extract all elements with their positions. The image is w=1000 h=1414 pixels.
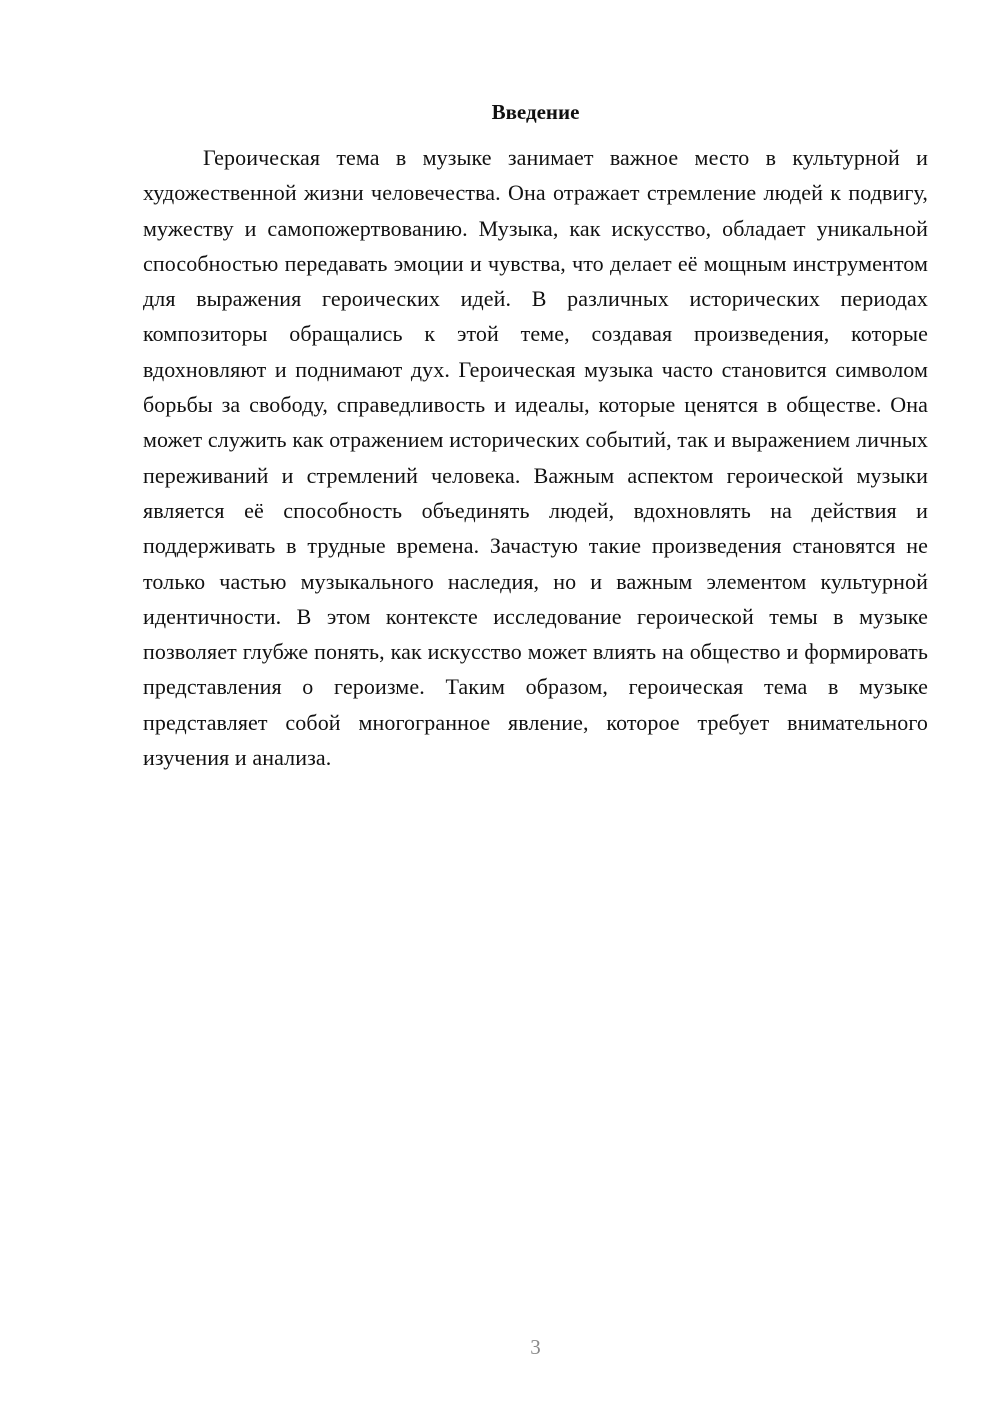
- section-heading: Введение: [491, 100, 580, 124]
- body-paragraph: Героическая тема в музыке занимает важное место в культурной и художественной жизни человечества. Она отражает стремление людей к подвигу, мужеству и самопожертвованию. Музыка, как искусство, обладает уникальной способностью передавать эмоции и чувства, что делает её мощным инструментом для выражения героических идей. В различных исторических периодах композиторы обращались к этой теме, создавая произведения, которые вдохновляют и поднимают дух. Героическая музыка часто становится символом борьбы за свободу, справедливость и идеалы, которые ценятся в обществе. Она может служить как отражением исторических событий, так и выражением личных переживаний и стремлений человека. Важным аспектом героической музыки является её способность объединять людей, вдохновлять на действия и поддерживать в трудные времена. Зачастую такие произведения становятся не только частью музыкального наследия, но и важным элементом культурной идентичности. В этом контексте исследование героической темы в музыке позволяет глубже понять, как искусство может влиять на общество и формировать представления о героизме. Таким образом, героическая тема в музыке представляет собой многогранное явление, которое требует внимательного изучения и анализа.: [143, 145, 928, 771]
- page-number: 3: [530, 1335, 541, 1359]
